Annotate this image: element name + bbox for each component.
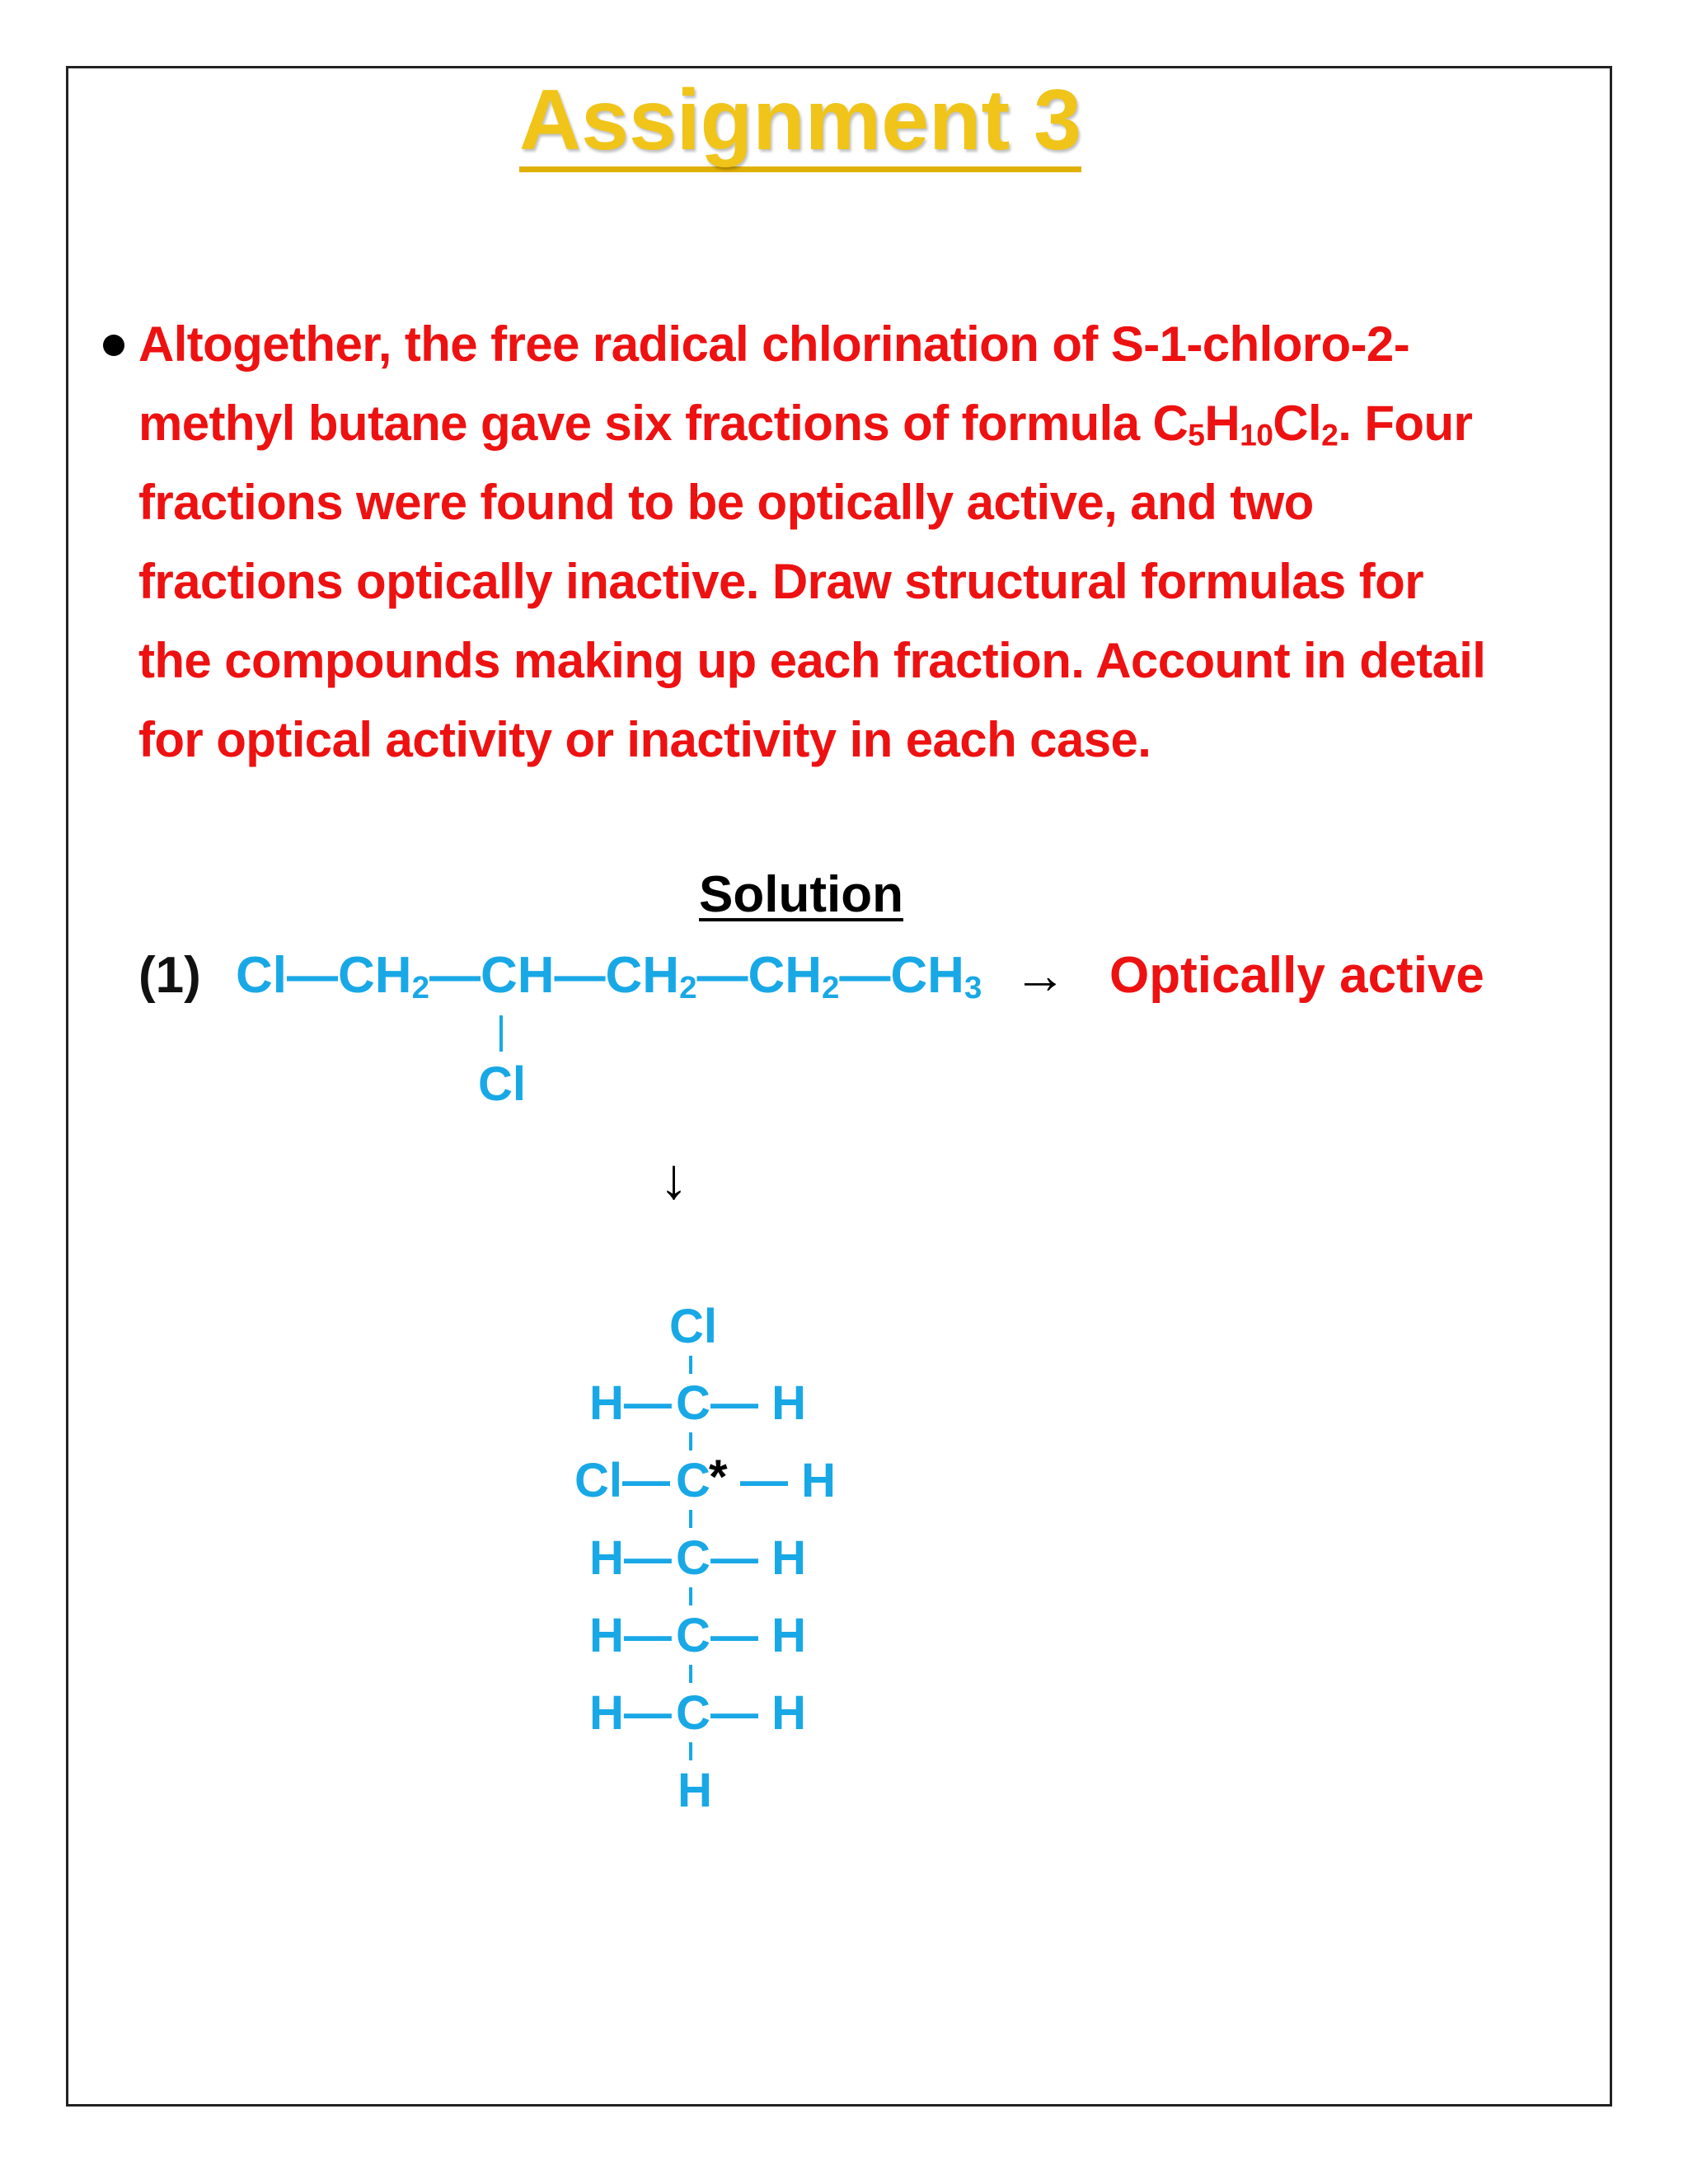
bond-vertical <box>689 1356 692 1374</box>
problem-line-6: for optical activity or inactivity in each case. <box>138 712 1151 767</box>
problem-line-5: the compounds making up each fraction. Account in detail <box>138 633 1486 688</box>
row-3-right: — H <box>710 1531 806 1585</box>
bullet-icon <box>103 335 124 356</box>
down-arrow-icon: ↓ <box>659 1146 688 1211</box>
problem-line-4: fractions optically inactive. Draw structural formulas for <box>138 554 1423 609</box>
row-3-left: H— <box>589 1531 672 1585</box>
chiral-center-star: * <box>709 1451 728 1504</box>
item-number: (1) <box>138 947 201 1004</box>
bond-vertical <box>689 1742 692 1760</box>
row-1-right: — H <box>710 1376 806 1430</box>
top-chlorine: Cl <box>669 1300 717 1353</box>
row-2-left: Cl— <box>574 1454 670 1507</box>
right-arrow-icon: → <box>1014 945 1067 1005</box>
assignment-title: Assignment 3 <box>519 76 1081 172</box>
substituent-bond <box>499 1015 503 1052</box>
row-1-carbon: C <box>676 1376 710 1430</box>
row-2-carbon: C <box>676 1454 710 1507</box>
problem-line-2: methyl butane gave six fractions of formula $C_5H_{10}Cl_2$. Four <box>138 396 1473 452</box>
row-4-right: — H <box>710 1609 806 1662</box>
condensed-formula: $Cl—CH_2—CH—CH_2—CH_2—CH_3$ <box>236 947 982 1005</box>
optical-activity-result: Optically active <box>1109 947 1484 1004</box>
row-3-carbon: C <box>676 1531 710 1585</box>
bond-vertical <box>689 1510 692 1528</box>
row-1-left: H— <box>589 1376 672 1430</box>
bond-vertical <box>689 1587 692 1605</box>
bottom-hydrogen: H <box>678 1764 712 1817</box>
problem-line-1: Altogether, the free radical chlorination of S-1-chloro-2- <box>138 316 1410 372</box>
bond-vertical <box>689 1665 692 1683</box>
problem-line-3: fractions were found to be optically active, and two <box>138 475 1314 530</box>
row-5-right: — H <box>710 1686 806 1740</box>
row-5-carbon: C <box>676 1686 710 1740</box>
row-4-left: H— <box>589 1609 672 1662</box>
row-4-carbon: C <box>676 1609 710 1662</box>
substituent-chlorine: Cl <box>478 1057 526 1111</box>
row-2-right: — H <box>740 1454 836 1507</box>
solution-heading: Solution <box>699 866 903 923</box>
bond-vertical <box>689 1432 692 1451</box>
row-5-left: H— <box>589 1686 672 1740</box>
problem-statement <box>138 305 1606 780</box>
